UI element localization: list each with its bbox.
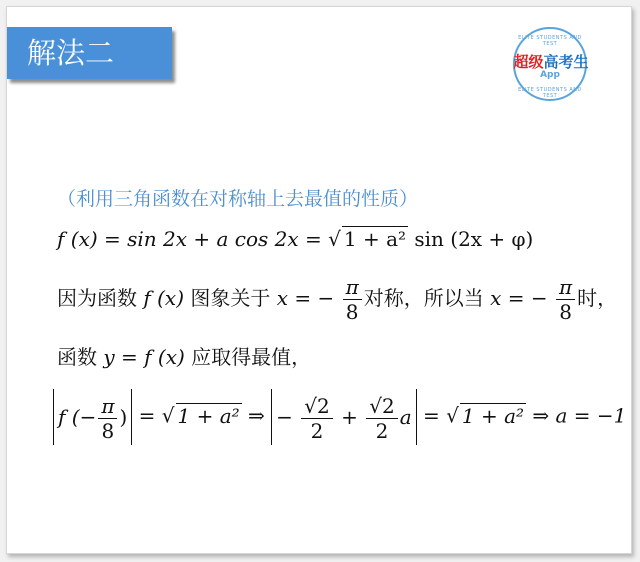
equation-line-3: [57, 341, 311, 370]
frac-den: 8: [101, 419, 115, 443]
eq3-text-1: 函数: [57, 345, 97, 369]
equation-line-2: [57, 275, 617, 324]
eq3-expr: y = f (x): [97, 345, 192, 369]
eq4-implies-1: ⇒: [241, 403, 272, 428]
eq2-text-4: 时，: [577, 286, 618, 310]
method-note: （利用三角函数在对称轴上去最值的性质）: [57, 188, 419, 210]
eq4-root-1: 1 + a²: [177, 403, 240, 428]
eq4-implies-2: ⇒: [526, 403, 556, 428]
fraction-sqrt2-2-a: [301, 394, 332, 443]
equation-line-4: [53, 389, 626, 445]
frac-num: π: [343, 275, 362, 300]
abs-sum: [271, 389, 416, 445]
fraction-pi-8-a: [343, 275, 362, 324]
eq4-a: a: [399, 405, 412, 429]
fraction-pi-8-b: [556, 275, 575, 324]
eq4-minus: −: [276, 405, 300, 429]
eq2-text-2: 图象关于: [190, 286, 271, 310]
fraction-sqrt2-2-b: [366, 394, 397, 443]
eq4-answer: a = −1: [555, 403, 627, 428]
frac-den: 2: [310, 419, 324, 443]
sqrt-sign: √: [161, 403, 175, 428]
sqrt-sign: √: [328, 227, 341, 251]
sqrt-sign: √: [446, 403, 459, 428]
eq1-lhs: f (x) = sin 2x + a cos 2x =: [57, 227, 329, 251]
logo-brand-b: 高考生: [543, 53, 589, 71]
eq3-text-2: 应取得最值，: [191, 345, 312, 369]
abs-f-value: [53, 389, 132, 445]
eq2-x1: x = −: [270, 286, 341, 310]
method-tag: 解法二: [7, 27, 172, 79]
logo-app-label: App: [540, 70, 560, 80]
equation-line-1: [57, 226, 533, 251]
logo-ring-bottom: ELITE STUDENTS AND TEST: [518, 87, 582, 99]
logo-ring-top: ELITE STUDENTS AND TEST: [518, 35, 582, 47]
eq2-text-1: 因为函数: [57, 286, 137, 310]
frac-den: 8: [345, 300, 359, 324]
frac-den: 2: [375, 419, 389, 443]
eq1-rhs: sin (2x + φ): [408, 227, 534, 251]
eq1-root: 1 + a²: [343, 227, 407, 251]
frac-num: √2: [366, 394, 397, 419]
logo-brand-a: 超级: [513, 53, 544, 71]
frac-den: 8: [559, 300, 572, 324]
frac-num: π: [556, 275, 575, 300]
eq4-f-open: f (−: [58, 405, 97, 429]
eq4-root-2: 1 + a²: [461, 403, 525, 428]
frac-num: √2: [301, 394, 332, 419]
eq4-f-close: ): [119, 405, 128, 429]
eq2-x2: x = −: [483, 286, 554, 310]
eq2-f: f (x): [137, 286, 191, 310]
logo-brand: [509, 51, 593, 72]
frac-num: π: [98, 394, 117, 419]
eq4-plus: +: [334, 405, 365, 429]
fraction-pi-8-c: [98, 394, 117, 443]
eq4-eq: =: [132, 403, 162, 428]
eq2-text-3: 对称，所以当: [363, 286, 484, 310]
app-logo: [513, 27, 587, 101]
solution-card: [6, 6, 632, 554]
eq4-eq-2: =: [416, 403, 447, 428]
